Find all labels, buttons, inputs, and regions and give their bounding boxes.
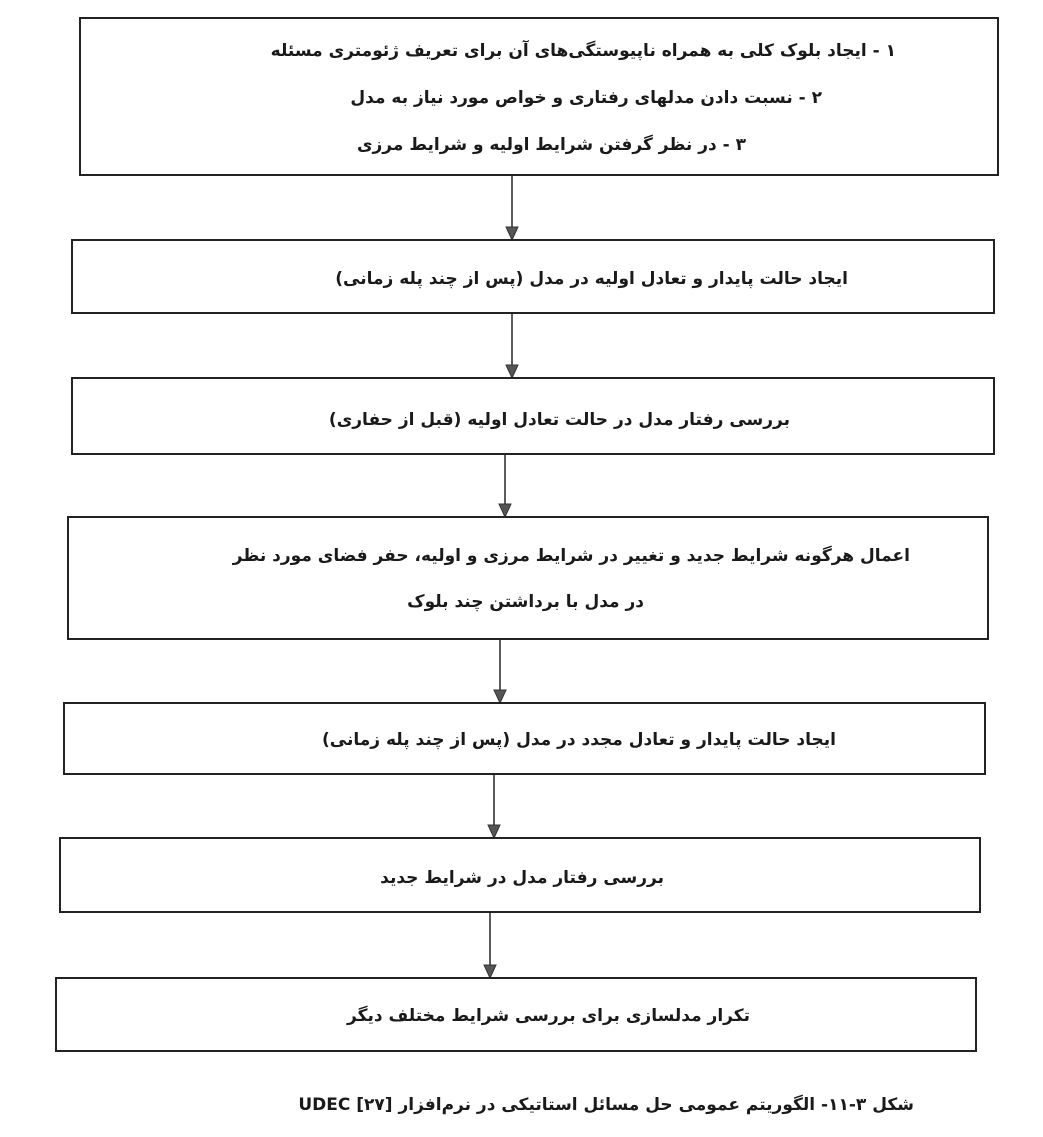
step-text-line: ایجاد حالت پایدار و تعادل مجدد در مدل (پس از چند پله زمانی) — [321, 730, 836, 750]
step-text-line: بررسی رفتار مدل در حالت تعادل اولیه (قبل از حفاری) — [328, 410, 790, 430]
step-text-line: بررسی رفتار مدل در شرایط جدید — [380, 868, 664, 888]
step-5-new-equilibrium-box — [64, 703, 985, 774]
step-6-new-behavior-check-box — [60, 838, 980, 912]
step-text-line: در مدل با برداشتن چند بلوک — [407, 592, 644, 612]
step-7-repeat-modeling-box — [56, 978, 976, 1051]
step-1-model-setup-box — [80, 18, 998, 175]
connector-arrow — [506, 175, 518, 240]
connector-arrow — [484, 912, 496, 978]
connector-arrow — [494, 639, 506, 703]
step-3-initial-behavior-check-box — [72, 378, 994, 454]
connector-arrow — [499, 454, 511, 517]
step-text-line: ۱ - ایجاد بلوک کلی به همراه ناپیوستگی‌های آن برای تعریف ژئومتری مسئله — [270, 41, 896, 61]
step-text-line: ۳ - در نظر گرفتن شرایط اولیه و شرایط مرزی — [356, 135, 746, 155]
step-text-line: ایجاد حالت پایدار و تعادل اولیه در مدل (پس از چند پله زمانی) — [335, 269, 848, 289]
step-text-line: تکرار مدلسازی برای بررسی شرایط مختلف دیگر — [347, 1006, 750, 1026]
step-4-apply-changes-excavation-box — [68, 517, 988, 639]
step-text-line: ۲ - نسبت دادن مدلهای رفتاری و خواص مورد نیاز به مدل — [350, 88, 822, 108]
step-text-line: اعمال هرگونه شرایط جدید و تغییر در شرایط مرزی و اولیه، حفر فضای مورد نظر — [232, 546, 910, 566]
step-2-initial-equilibrium-box — [72, 240, 994, 313]
connector-arrow — [506, 313, 518, 378]
figure-caption: شکل ۳-۱۱- الگوریتم عمومی حل مسائل استاتیکی در نرم‌افزار UDEC [۲۷] — [298, 1095, 914, 1115]
connector-arrow — [488, 774, 500, 838]
